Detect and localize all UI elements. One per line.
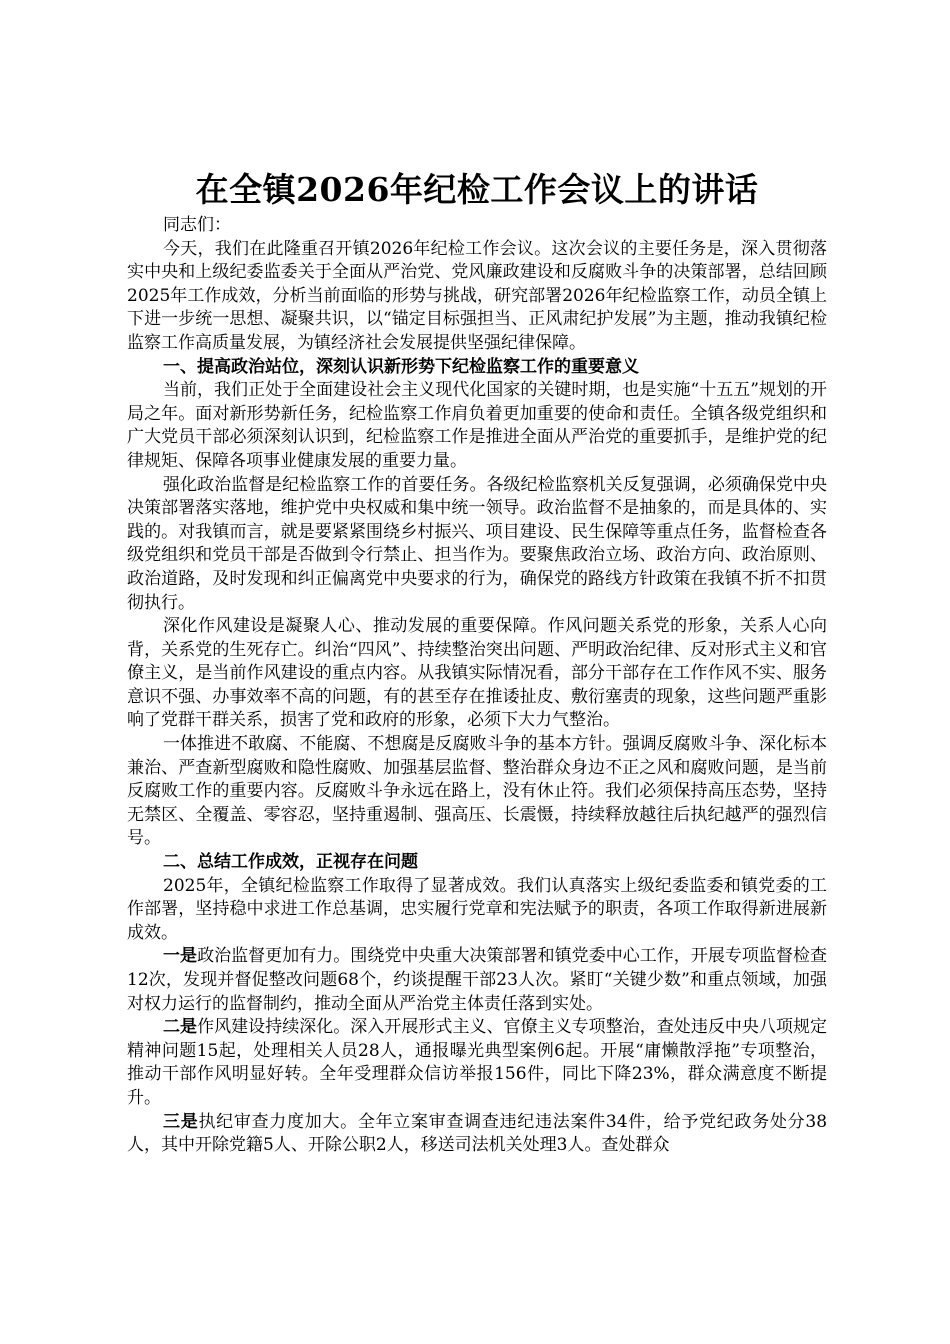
paragraph: 2025年，全镇纪检监察工作取得了显著成效。我们认真落实上级纪委监委和镇党委的工作部署，坚持稳中求进工作总基调，忠实履行党章和宪法赋予的职责，各项工作取得新进展新成效。 <box>127 875 827 943</box>
item-lead: 二是 <box>163 1017 198 1038</box>
salutation: 同志们： <box>163 215 231 235</box>
paragraph-intro: 今天，我们在此隆重召开镇2026年纪检工作会议。这次会议的主要任务是，深入贯彻落实中央和上级纪委监委关于全面从严治党、党风廉政建设和反腐败斗争的决策部署，总结回顾2025年工作成效，分析当前面临的形势与挑战，研究部署2026年纪检监察工作，动员全镇上下进一步统一思想、凝聚共识，以“锚定目标强担当、正风肃纪护发展”为主题，推动我镇纪检监察工作高质量发展，为镇经济社会发展提供坚强纪律保障。 <box>127 238 827 353</box>
document-page <box>127 168 827 1158</box>
section-heading-2: 二、总结工作成效，正视存在问题 <box>163 852 418 873</box>
item-text: 作风建设持续深化。深入开展形式主义、官僚主义专项整治，查处违反中央八项规定精神问题15起，处理相关人员28人，通报曝光典型案例6起。开展“庸懒散浮拖”专项整治，推动干部作风明显好转。全年受理群众信访举报156件，同比下降23%，群众满意度不断提升。 <box>127 1017 828 1108</box>
item-lead: 三是 <box>163 1111 199 1132</box>
paragraph-item-2 <box>127 1016 827 1110</box>
section-heading-1: 一、提高政治站位，深刻认识新形势下纪检监察工作的重要意义 <box>163 356 639 377</box>
paragraph: 当前，我们正处于全面建设社会主义现代化国家的关键时期，也是实施“十五五”规划的开局之年。面对新形势新任务，纪检监察工作肩负着更加重要的使命和责任。全镇各级党组织和广大党员干部必须深刻认识到，纪检监察工作是推进全面从严治党的重要抓手，是维护党的纪律规矩、保障各项事业健康发展的重要力量。 <box>127 380 827 471</box>
paragraph-item-1 <box>127 945 827 1016</box>
paragraph: 深化作风建设是凝聚人心、推动发展的重要保障。作风问题关系党的形象，关系人心向背，关系党的生死存亡。纠治“四风”、持续整治突出问题、严明政治纪律、反对形式主义和官僚主义，是当前作风建设的重点内容。从我镇实际情况看，部分干部存在工作作风不实、服务意识不强、办事效率不高的问题，有的甚至存在推诿扯皮、敷衍塞责的现象，这些问题严重影响了党群干群关系，损害了党和政府的形象，必须下大力气整治。 <box>127 616 827 731</box>
paragraph: 强化政治监督是纪检监察工作的首要任务。各级纪检监察机关反复强调，必须确保党中央决策部署落实落地，维护党中央权威和集中统一领导。政治监督不是抽象的，而是具体的、实践的。对我镇而言，就是要紧紧围绕乡村振兴、项目建设、民生保障等重点任务，监督检查各级党组织和党员干部是否做到令行禁止、担当作为。要聚焦政治立场、政治方向、政治原则、政治道路，及时发现和纠正偏离党中央要求的行为，确保党的路线方针政策在我镇不折不扣贯彻执行。 <box>127 474 827 613</box>
document-title: 在全镇2026年纪检工作会议上的讲话 <box>195 170 759 209</box>
paragraph: 一体推进不敢腐、不能腐、不想腐是反腐败斗争的基本方针。强调反腐败斗争、深化标本兼治、严查新型腐败和隐性腐败、加强基层监督、整治群众身边不正之风和腐败问题，是当前反腐败工作的重要内容。反腐败斗争永远在路上，没有休止符。我们必须保持高压态势，坚持无禁区、全覆盖、零容忍，坚持重遏制、强高压、长震慑，持续释放越往后执纪越严的强烈信号。 <box>127 734 827 849</box>
item-text: 政治监督更加有力。围绕党中央重大决策部署和镇党委中心工作，开展专项监督检查12次，发现并督促整改问题68个，约谈提醒干部23人次。紧盯“关键少数”和重点领域，加强对权力运行的监督制约，推动全面从严治党主体责任落到实处。 <box>127 946 828 1014</box>
paragraph-item-3 <box>127 1111 827 1158</box>
item-lead: 一是 <box>163 946 198 967</box>
item-text: 执纪审查力度加大。全年立案审查调查违纪违法案件34件，给予党纪政务处分38人，其中开除党籍5人、开除公职2人，移送司法机关处理3人。查处群众 <box>127 1111 828 1156</box>
